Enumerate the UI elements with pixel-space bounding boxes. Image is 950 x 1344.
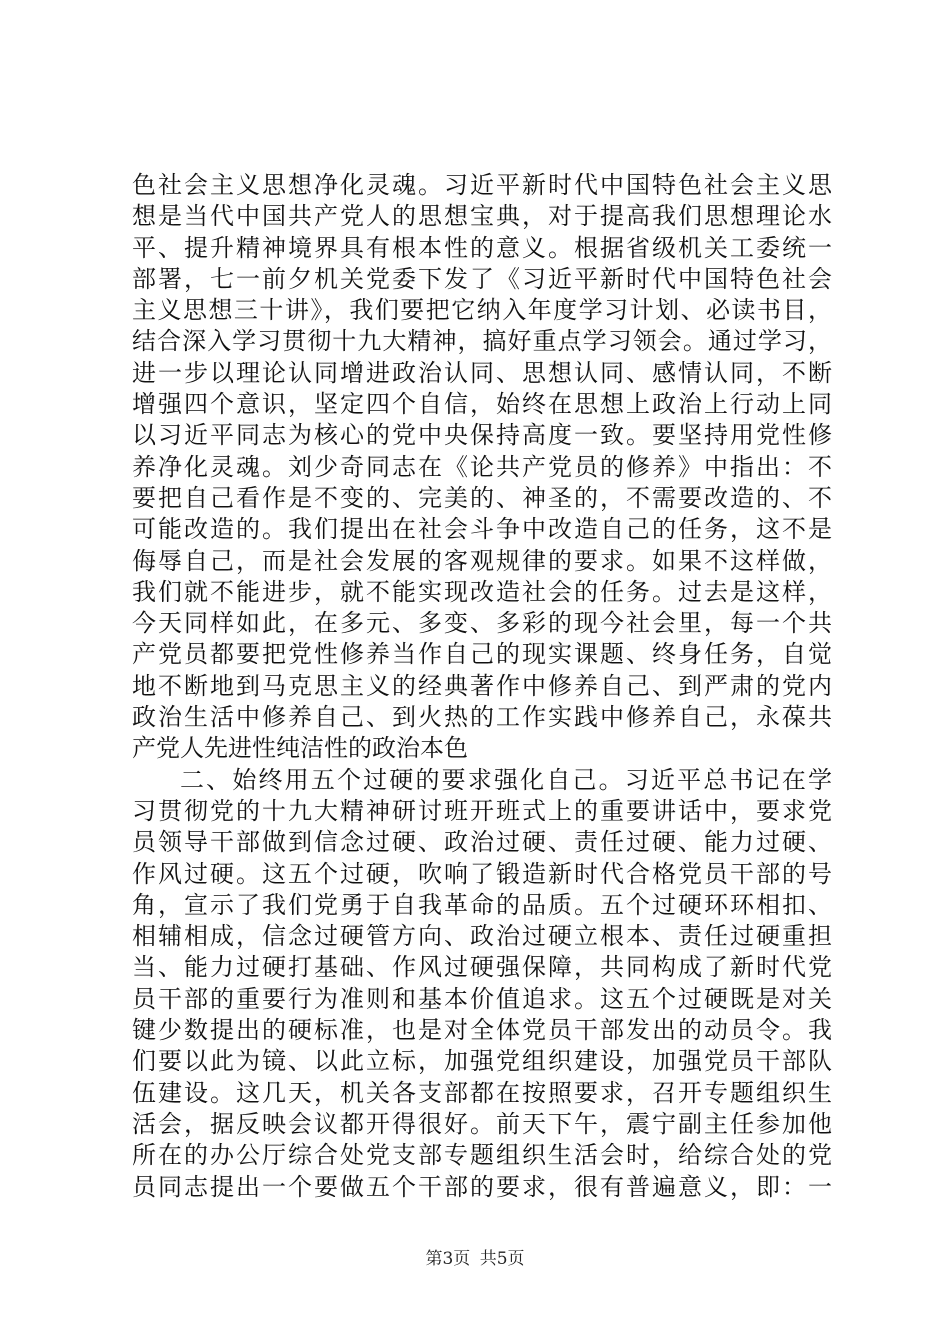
text-line: 结合深入学习贯彻十九大精神，搞好重点学习领会。通过学习，	[132, 327, 832, 356]
text-line: 部署，七一前夕机关党委下发了《习近平新时代中国特色社会	[132, 264, 832, 293]
text-line: 进一步以理论认同增进政治认同、思想认同、感情认同，不断	[132, 358, 832, 387]
text-line: 养净化灵魂。刘少奇同志在《论共产党员的修养》中指出：不	[132, 452, 832, 481]
text-line: 作风过硬。这五个过硬，吹响了锻造新时代合格党员干部的号	[132, 859, 832, 888]
text-line: 员领导干部做到信念过硬、政治过硬、责任过硬、能力过硬、	[132, 828, 832, 857]
text-line: 伍建设。这几天，机关各支部都在按照要求，召开专题组织生	[132, 1078, 832, 1107]
text-line: 想是当代中国共产党人的思想宝典，对于提高我们思想理论水	[132, 202, 832, 231]
page-total: 共5页	[479, 1249, 525, 1269]
text-line: 员同志提出一个要做五个干部的要求，很有普遍意义，即：一	[132, 1172, 832, 1201]
body-text	[132, 170, 832, 1203]
text-line: 所在的办公厅综合处党支部专题组织生活会时，给综合处的党	[132, 1141, 832, 1170]
text-line: 要把自己看作是不变的、完美的、神圣的，不需要改造的、不	[132, 483, 832, 512]
page-footer	[0, 1244, 950, 1269]
text-line: 色社会主义思想净化灵魂。习近平新时代中国特色社会主义思	[132, 171, 832, 199]
text-line: 产党员都要把党性修养当作自己的现实课题、终身任务，自觉	[132, 640, 832, 669]
text-line: 平、提升精神境界具有根本性的意义。根据省级机关工委统一	[132, 233, 832, 262]
text-line: 今天同样如此，在多元、多变、多彩的现今社会里，每一个共	[132, 609, 832, 638]
text-line: 主义思想三十讲》，我们要把它纳入年度学习计划、必读书目，	[132, 296, 832, 325]
page-number: 第3页	[425, 1249, 471, 1269]
text-line: 二、始终用五个过硬的要求强化自己。习近平总书记在学	[180, 765, 832, 794]
text-line: 相辅相成，信念过硬管方向、政治过硬立根本、责任过硬重担	[132, 922, 832, 951]
text-line: 我们就不能进步，就不能实现改造社会的任务。过去是这样，	[132, 577, 832, 606]
text-line: 产党人先进性纯洁性的政治本色	[132, 734, 468, 763]
text-line: 角，宣示了我们党勇于自我革命的品质。五个过硬环环相扣、	[132, 890, 832, 919]
text-line: 政治生活中修养自己、到火热的工作实践中修养自己，永葆共	[132, 703, 832, 732]
text-line: 可能改造的。我们提出在社会斗争中改造自己的任务，这不是	[132, 515, 832, 544]
text-line: 当、能力过硬打基础、作风过硬强保障，共同构成了新时代党	[132, 953, 832, 982]
text-line: 员干部的重要行为准则和基本价值追求。这五个过硬既是对关	[132, 984, 832, 1013]
text-line: 活会，据反映会议都开得很好。前天下午，震宁副主任参加他	[132, 1109, 832, 1138]
text-line: 地不断地到马克思主义的经典著作中修养自己、到严肃的党内	[132, 671, 832, 700]
text-line: 以习近平同志为核心的党中央保持高度一致。要坚持用党性修	[132, 421, 832, 450]
text-line: 侮辱自己，而是社会发展的客观规律的要求。如果不这样做，	[132, 546, 832, 575]
text-line: 习贯彻党的十九大精神研讨班开班式上的重要讲话中，要求党	[132, 796, 832, 825]
text-line: 键少数提出的硬标准，也是对全体党员干部发出的动员令。我	[132, 1016, 832, 1045]
text-line: 们要以此为镜、以此立标，加强党组织建设，加强党员干部队	[132, 1047, 832, 1076]
text-line: 增强四个意识，坚定四个自信，始终在思想上政治上行动上同	[132, 390, 832, 419]
